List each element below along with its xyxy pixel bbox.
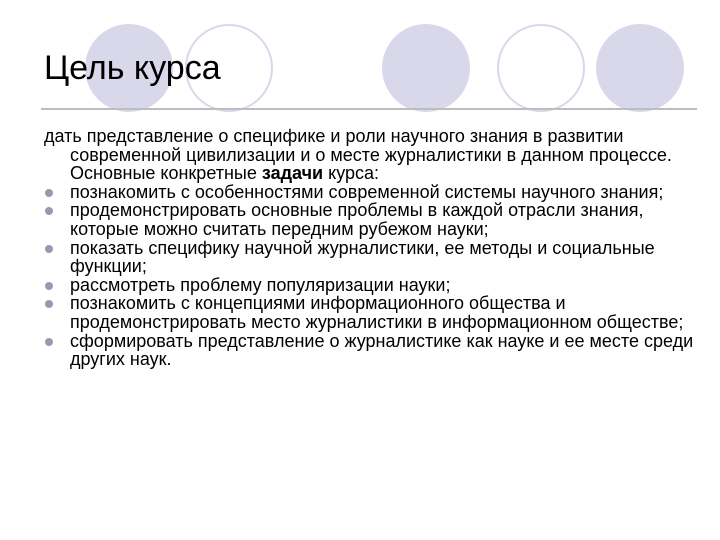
list-item-text: показать специфику научной журналистики, ее методы и социальные функции; (70, 237, 655, 277)
list-item (44, 239, 694, 276)
list-item (44, 183, 694, 202)
list-item-text: продемонстрировать основные проблемы в каждой отрасли знания, которые можно считать передним рубежом науки; (70, 200, 644, 239)
list-item-text: рассмотреть проблему популяризации науки; (70, 274, 451, 295)
intro-emphasis: задачи (261, 163, 324, 184)
slide-body (44, 127, 694, 369)
list-item (44, 201, 694, 238)
list-item-text: познакомить с концепциями информационного общества и продемонстрировать место журналистики в информационном обществе; (70, 293, 684, 332)
list-item-text: познакомить с особенностями современной системы научного знания; (70, 181, 664, 202)
slide-title: Цель курса (44, 49, 221, 87)
decorative-ring-2 (497, 24, 585, 112)
list-item-text: сформировать представление о журналистике как науке и ее месте среди других наук. (70, 330, 694, 370)
intro-paragraph (44, 127, 694, 183)
bullet-icon (45, 282, 53, 290)
bullet-icon (45, 300, 53, 308)
bullet-icon (45, 189, 53, 197)
list-item (44, 332, 694, 369)
decorative-circle-2 (382, 24, 470, 112)
decorative-circle-3 (596, 24, 684, 112)
list-item (44, 294, 694, 331)
bullet-icon (45, 245, 53, 253)
intro-text-end: курса: (323, 163, 380, 184)
bullet-icon (45, 338, 53, 346)
bullet-icon (45, 207, 53, 215)
title-divider (41, 108, 697, 110)
intro-text: дать представление о специфике и роли научного знания в развитии современной цивилизации и о месте журналистики в данном процессе. Основные конкретные (44, 126, 672, 184)
task-list (44, 183, 694, 369)
list-item (44, 276, 694, 295)
